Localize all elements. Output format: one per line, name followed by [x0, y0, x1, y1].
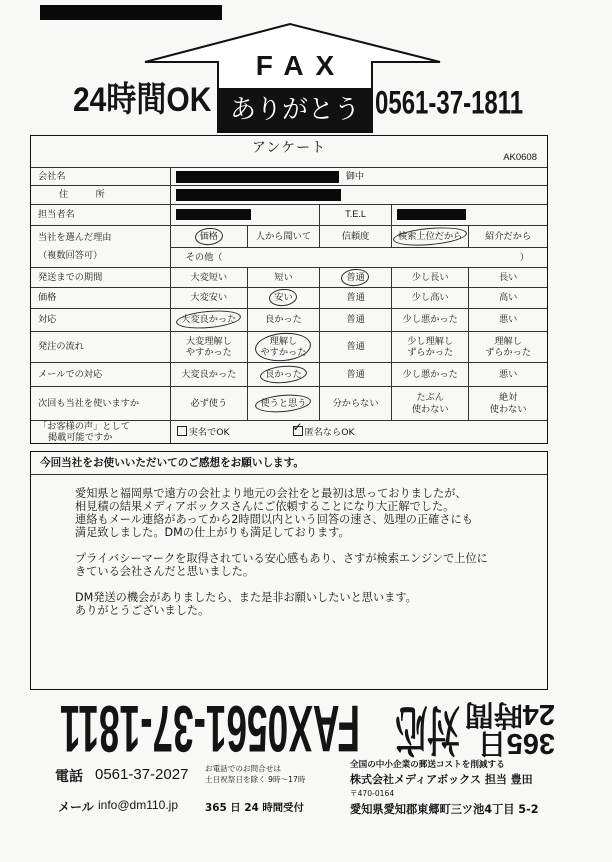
reason-label: 当社を選んだ理由 — [38, 232, 112, 244]
option-cell[interactable] — [469, 309, 547, 332]
row-email-service — [31, 363, 547, 387]
reason-option-label: 信頼度 — [341, 230, 370, 242]
option-label: 普通 — [346, 368, 365, 380]
option-cell[interactable] — [469, 387, 547, 421]
option-cell[interactable] — [392, 363, 469, 387]
reason-option-label: 検索上位だから — [398, 230, 463, 242]
option-label: 悪い — [498, 368, 518, 380]
company-field[interactable] — [170, 168, 547, 186]
label-contact: 担当者名 — [31, 205, 170, 226]
label-address: 住 所 — [31, 186, 170, 205]
form-code: AK0608 — [503, 152, 537, 163]
option-label: 少し悪かった — [402, 314, 458, 326]
footer-address: 愛知県愛知郡東郷町三ツ池4丁目 5-2 — [350, 803, 539, 816]
contact-field[interactable] — [170, 205, 319, 226]
comment-paragraph — [75, 552, 488, 578]
option-label: 少し理解し ずらかった — [407, 335, 454, 358]
header-thanks: ありがとう — [229, 95, 360, 125]
header-fax-number: 0561-37-1811 — [375, 85, 524, 122]
option-cell[interactable] — [320, 309, 392, 332]
header-fax: FAX — [255, 50, 347, 81]
option-cell[interactable] — [247, 363, 319, 387]
footer-tagline: 全国の中小企業の郵送コストを削減する — [350, 760, 505, 770]
option-label: 普通 — [346, 292, 365, 304]
option-cell[interactable] — [247, 332, 319, 363]
voice-label-line2: 掲載可能ですか — [48, 432, 113, 444]
option-cell[interactable] — [320, 332, 392, 363]
footer-zip: 〒470-0164 — [350, 789, 395, 798]
option-label: 少し悪かった — [402, 368, 458, 380]
option-cell[interactable] — [392, 268, 469, 288]
checkbox-anonymous[interactable] — [293, 426, 303, 436]
row-contact — [31, 205, 547, 226]
row-next-time — [31, 387, 547, 421]
option-cell[interactable] — [469, 332, 547, 363]
label-service: 対応 — [31, 309, 170, 332]
option-label: 長い — [498, 271, 518, 283]
comment-paragraph — [75, 487, 488, 539]
option-cell[interactable] — [320, 363, 392, 387]
footer-mail-label: メール — [58, 800, 94, 814]
comment-line: 連絡もメール連絡があってから2時間以内という回答の速さ、処理の正確さにも — [75, 513, 473, 526]
banner-days: 365日 — [477, 727, 555, 759]
option-cell[interactable] — [170, 332, 247, 363]
option-cell[interactable] — [469, 268, 547, 288]
row-price — [31, 288, 547, 309]
comment-line: ありがとうございました。 — [75, 604, 210, 617]
option-cell[interactable] — [170, 288, 247, 309]
option-label: 分からない — [332, 397, 379, 409]
option-label: 大変理解し やすかった — [185, 335, 232, 358]
form-title: アンケート — [251, 140, 327, 156]
comment-line: きている会社さんだと思いました。 — [75, 565, 255, 578]
row-reason — [31, 226, 547, 248]
option-label: 少し高い — [411, 292, 449, 304]
option-cell[interactable] — [469, 363, 547, 387]
reason-option[interactable] — [247, 226, 319, 248]
option-cell[interactable] — [170, 268, 247, 288]
label-price: 価格 — [31, 288, 170, 309]
option-cell[interactable] — [247, 268, 319, 288]
option-label: 良かった — [265, 368, 302, 380]
banner-fax-number: FAX0561-37-1811 — [59, 692, 360, 766]
option-cell[interactable] — [320, 268, 392, 288]
option-label: 大変短い — [190, 271, 228, 283]
option-label: 普通 — [346, 341, 365, 353]
redacted-company-name — [176, 171, 339, 183]
label-next-time: 次回も当社を使いますか — [31, 387, 170, 421]
comment-heading: 今回当社をお使いいただいてのご感想をお願いします。 — [31, 452, 547, 475]
reason-option[interactable] — [469, 226, 547, 248]
option-cell[interactable] — [392, 387, 469, 421]
comment-line: 相見積の結果メディアボックスさんにご依頼することになり大正解でした。 — [75, 500, 455, 513]
option-cell[interactable] — [320, 288, 392, 309]
option-label: 良かった — [265, 314, 302, 326]
footer-tel-hours: 土日祝祭日を除く 9時〜17時 — [205, 775, 306, 784]
row-customer-voice — [31, 421, 547, 444]
comment-box — [30, 451, 548, 690]
option-label: 短い — [274, 271, 293, 283]
company-suffix: 御中 — [345, 171, 365, 182]
reason-sublabel: （複数回答可） — [38, 249, 103, 261]
comment-line: 満足致しました。DMの仕上がりも満足しております。 — [75, 526, 350, 539]
option-label: 大変良かった — [181, 368, 237, 380]
comment-line: プライバシーマークを取得されている安心感もあり、さすが検索エンジンで上位に — [75, 552, 488, 565]
reason-other-field[interactable] — [170, 248, 547, 268]
option-label: 高い — [498, 292, 518, 304]
footer-mail[interactable]: info@dm110.jp — [98, 798, 179, 812]
label-reason — [31, 226, 170, 268]
comment-text — [75, 487, 488, 630]
option-cell[interactable] — [170, 387, 247, 421]
option-label: 少し長い — [411, 271, 449, 283]
voice-option-anon-label: 匿名ならOK — [304, 427, 355, 439]
option-cell[interactable] — [392, 309, 469, 332]
survey-form — [30, 135, 548, 444]
label-email-service: メールでの対応 — [31, 363, 170, 387]
row-company — [31, 168, 547, 186]
row-address — [31, 186, 547, 205]
footer-mail-note: 365 日 24 時間受付 — [205, 802, 304, 814]
option-cell[interactable] — [170, 363, 247, 387]
footer-tel[interactable]: 0561-37-2027 — [95, 766, 189, 783]
label-order-flow: 発注の流れ — [31, 332, 170, 363]
option-cell[interactable] — [247, 288, 319, 309]
option-cell[interactable] — [170, 309, 247, 332]
tel-field[interactable] — [392, 205, 547, 226]
address-field[interactable] — [170, 186, 547, 205]
comment-line: 愛知県と福岡県で遠方の会社より地元の会社をと最初は思っておりましたが、 — [75, 487, 467, 500]
label-customer-voice — [31, 421, 170, 444]
option-label: 普通 — [346, 314, 365, 326]
checkbox-real-name[interactable] — [177, 426, 187, 436]
reason-other-close: ） — [519, 251, 529, 263]
option-label: 絶対 使わない — [489, 392, 527, 415]
row-service — [31, 309, 547, 332]
voice-option-real-label: 実名でOK — [188, 427, 230, 439]
footer-company: 株式会社メディアボックス 担当 豊田 — [350, 773, 533, 786]
option-cell[interactable] — [469, 288, 547, 309]
option-label: 大変良かった — [181, 314, 237, 326]
banner-hours: 24時間 — [464, 698, 555, 730]
option-label: 安い — [274, 292, 293, 304]
option-label: 大変安い — [190, 292, 228, 304]
form-header — [31, 136, 547, 167]
reason-option-label: 紹介だから — [485, 230, 532, 242]
row-shipping-period — [31, 268, 547, 288]
voice-label-line1: 「お客様の声」として — [38, 421, 130, 432]
option-cell[interactable] — [247, 309, 319, 332]
option-cell[interactable] — [320, 387, 392, 421]
comment-line: DM発送の機会がありましたら、また是非お願いしたいと思います。 — [75, 591, 417, 604]
redacted-address — [176, 189, 341, 201]
footer-tel-note: お電話でのお問合せは — [205, 764, 281, 773]
option-label: 必ず使う — [190, 397, 228, 409]
option-cell[interactable] — [392, 332, 469, 363]
reason-option[interactable] — [392, 226, 469, 248]
footer-tel-label: 電話 — [55, 769, 83, 785]
option-label: 理解し やすかった — [260, 335, 307, 358]
option-label: たぶん 使わない — [411, 392, 449, 415]
survey-table — [31, 167, 547, 443]
voice-option-anon[interactable] — [293, 427, 355, 438]
reason-option[interactable] — [170, 226, 247, 248]
banner-support: 対応 — [395, 699, 460, 759]
label-company: 会社名 — [31, 168, 170, 186]
voice-option-real[interactable] — [177, 427, 233, 438]
label-tel: T.E.L — [320, 205, 392, 226]
voice-options — [170, 421, 547, 444]
reason-other-open: その他（ — [185, 251, 223, 263]
row-order-flow — [31, 332, 547, 363]
option-label: 普通 — [346, 271, 365, 283]
option-cell[interactable] — [247, 387, 319, 421]
redacted-tel — [397, 209, 466, 220]
option-label: 悪い — [498, 314, 518, 326]
option-label: 理解し ずらかった — [485, 335, 532, 358]
redacted-contact-name — [176, 209, 251, 220]
reason-option-label: 人から聞いて — [255, 230, 312, 242]
header-hours: 24時間OK — [73, 81, 212, 120]
option-cell[interactable] — [392, 288, 469, 309]
comment-paragraph — [75, 591, 488, 617]
reason-option-label: 価格 — [199, 230, 218, 242]
option-label: 使うと思う — [260, 397, 307, 409]
reason-option[interactable] — [320, 226, 392, 248]
label-shipping-period: 発送までの期間 — [31, 268, 170, 288]
